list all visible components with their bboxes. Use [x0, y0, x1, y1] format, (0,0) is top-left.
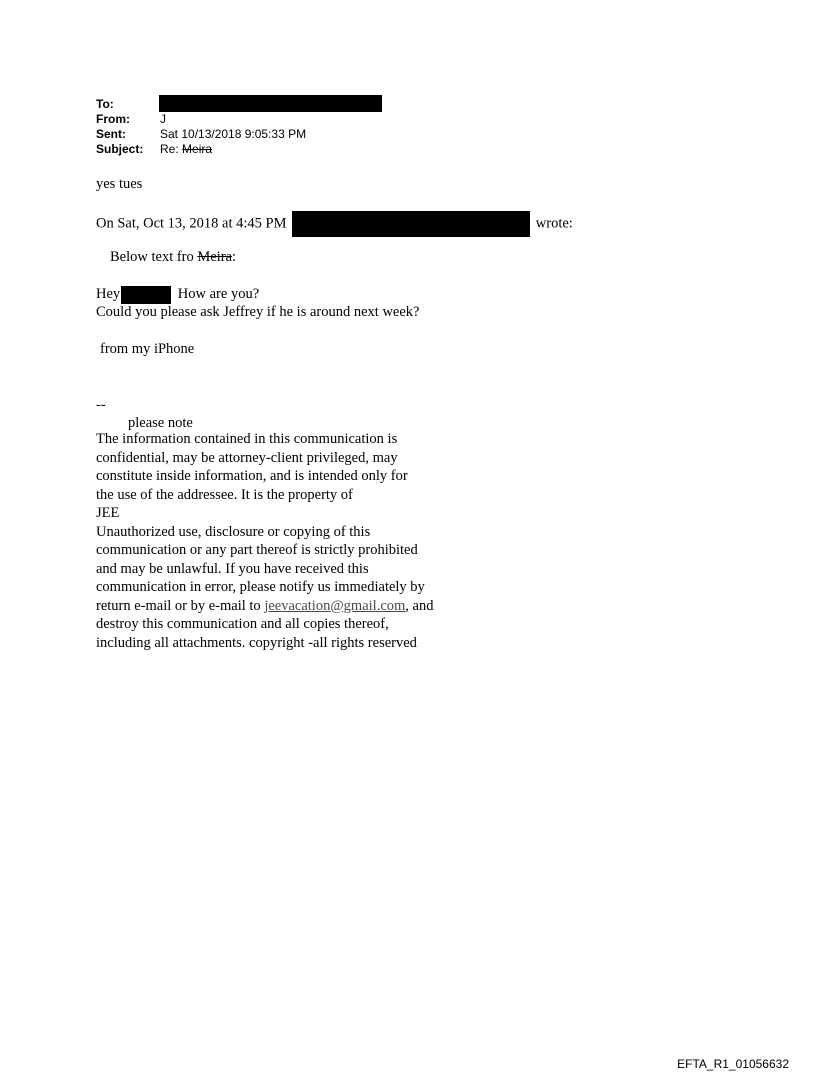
redacted-name: [121, 286, 171, 304]
subject-prefix: Re:: [160, 142, 179, 156]
disclaimer-line: the use of the addressee. It is the property of: [96, 486, 353, 503]
disclaimer-line: JEE: [96, 505, 120, 521]
to-label: To:: [96, 97, 114, 111]
separator: --: [96, 397, 106, 413]
from-label: From:: [96, 112, 130, 126]
disclaimer-line: and may be unlawful. If you have received this: [96, 560, 369, 577]
disclaimer-line: destroy this communication and all copies thereof,: [96, 616, 389, 632]
disclaimer-email-line: [96, 597, 433, 616]
email-link[interactable]: jeevacation@gmail.com: [264, 597, 406, 614]
disclaimer-heading: please note: [128, 415, 193, 431]
quote-intro: [96, 211, 573, 237]
signature-line: from my iPhone: [100, 341, 195, 357]
reply-text: yes tues: [96, 176, 143, 192]
from-value: J: [160, 112, 166, 126]
sent-label: Sent:: [96, 127, 126, 141]
redacted-to-recipient: [159, 95, 382, 112]
quote-intro-date: On Sat, Oct 13, 2018 at 4:45 PM: [96, 215, 287, 232]
subject-struck-name: Meira: [182, 142, 213, 156]
email-line-post: , and: [405, 597, 434, 614]
email-line-pre: return e-mail or by e-mail to: [96, 597, 265, 614]
forward-line: [110, 248, 236, 266]
quote-intro-wrote: wrote:: [535, 215, 573, 232]
forward-pre: Below text fro: [110, 249, 194, 265]
disclaimer-line: confidential, may be attorney-client privileged, may: [96, 449, 398, 466]
disclaimer-line: Unauthorized use, disclosure or copying of this: [96, 523, 371, 540]
sent-value: Sat 10/13/2018 9:05:33 PM: [160, 127, 307, 141]
greeting-post: How are you?: [177, 286, 260, 302]
disclaimer-line: The information contained in this communication is: [96, 431, 398, 447]
request-line: Could you please ask Jeffrey if he is around next week?: [96, 304, 420, 320]
greeting-pre: Hey: [96, 286, 121, 302]
disclaimer-line: communication or any part thereof is strictly prohibited: [96, 542, 418, 558]
disclaimer-line: communication in error, please notify us immediately by: [96, 579, 425, 595]
disclaimer-line: including all attachments. copyright -all rights reserved: [96, 634, 417, 651]
subject-value: [160, 142, 212, 156]
forward-struck-name: Meira: [197, 249, 233, 265]
greeting-line: [96, 285, 259, 304]
disclaimer-block: [96, 430, 433, 652]
document-id: EFTA_R1_01056632: [677, 1057, 789, 1071]
subject-label: Subject:: [96, 142, 144, 156]
redacted-sender: [292, 211, 530, 237]
forward-colon: :: [232, 249, 237, 265]
disclaimer-line: constitute inside information, and is intended only for: [96, 468, 408, 484]
